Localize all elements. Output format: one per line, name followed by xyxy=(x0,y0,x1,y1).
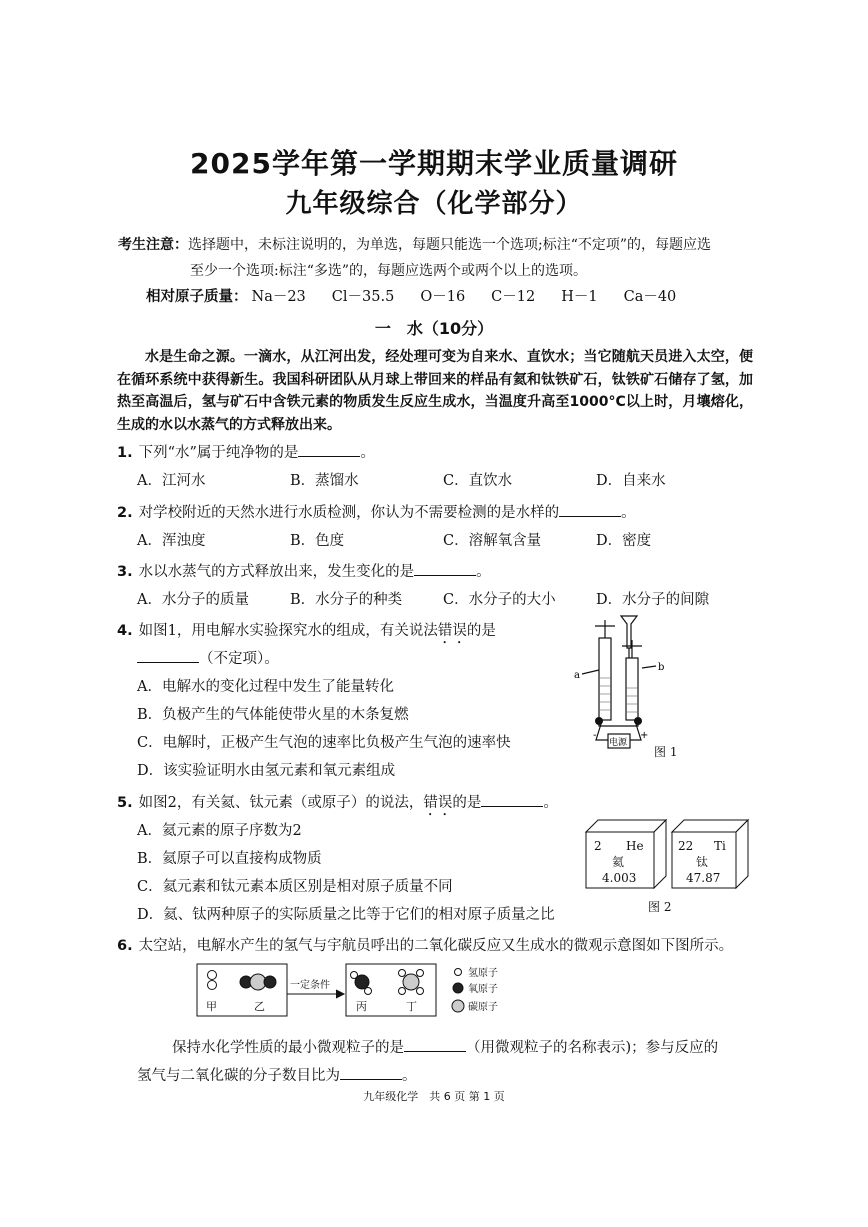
option-c[interactable]: C．电解时，正极产生气泡的速率比负极产生气泡的速率快 xyxy=(137,735,511,751)
ti-mass: 47.87 xyxy=(686,871,721,885)
option-b[interactable]: B．蒸馏水 xyxy=(290,473,359,489)
question-number: 3. xyxy=(117,564,133,580)
he-atomic-number: 2 xyxy=(594,839,602,853)
atomic-mass-item: O－16 xyxy=(420,289,466,305)
question-end: 。 xyxy=(621,505,636,521)
notice-label: 考生注意： xyxy=(118,237,188,253)
he-symbol: He xyxy=(626,839,644,853)
question-text: 水以水蒸气的方式释放出来，发生变化的是 xyxy=(138,564,415,580)
figure-1-electrolysis xyxy=(566,608,696,760)
option-b[interactable]: B．水分子的种类 xyxy=(290,592,403,608)
question-text: 保持水化学性质的最小微观粒子的是 xyxy=(172,1040,404,1056)
answer-blank[interactable] xyxy=(137,650,199,663)
question-1-options xyxy=(137,469,749,490)
section-title: 一 水（10分） xyxy=(374,319,494,338)
intro-paragraph: 水是生命之源。一滴水，从江河出发，经处理可变为自来水、直饮水；当它随航天员进入太空，便在循环系统中获得新生。我国科研团队从月球上带回来的样品有氦和钛铁矿石，钛铁矿石储存了氢，加热至高温后，氢与矿石中含铁元素的物质发生反应生成水，当温度升高至1000°C以上时，月壤熔化，生成的水以水蒸气的方式释放出来。 xyxy=(117,349,753,433)
option-b[interactable]: B．氦原子可以直接构成物质 xyxy=(137,851,322,867)
question-text: 如图2，有关氦、钛元素（或原子）的说法， xyxy=(138,795,424,811)
question-text-tail: 的是 xyxy=(452,795,482,811)
question-3-options xyxy=(137,588,749,609)
question-number: 1. xyxy=(117,445,133,461)
atomic-mass-row xyxy=(146,285,702,306)
question-end: 。 xyxy=(360,445,375,461)
ti-name: 钛 xyxy=(696,855,709,869)
emphasis-word: 错误 xyxy=(437,623,467,639)
question-number: 2. xyxy=(117,505,133,521)
emphasis-word: 错误 xyxy=(423,795,453,811)
label-bing: 丙 xyxy=(356,1000,367,1013)
figure-3-reaction-diagram xyxy=(196,960,526,1020)
question-6-part2 xyxy=(137,1064,417,1085)
question-text: （用微观粒子的名称表示)；参与反应的 xyxy=(466,1040,719,1056)
power-label: 电源 xyxy=(609,738,628,748)
question-text: 太空站，电解水产生的氢气与宇航员呼出的二氧化碳反应又生成水的微观示意图如下图所示。 xyxy=(138,938,734,954)
legend-carbon: 碳原子 xyxy=(468,1002,498,1013)
option-d[interactable]: D．该实验证明水由氢元素和氧元素组成 xyxy=(137,763,396,779)
question-end: 。 xyxy=(543,795,558,811)
legend-oxygen: 氧原子 xyxy=(468,984,498,995)
he-name: 氦 xyxy=(612,855,625,869)
atomic-mass-item: Ca－40 xyxy=(623,289,677,305)
notice-line2: 至少一个选项:标注“多选”的，每题应选两个或两个以上的选项。 xyxy=(190,263,588,279)
option-a[interactable]: A．江河水 xyxy=(137,473,206,489)
option-a[interactable]: A．电解水的变化过程中发生了能量转化 xyxy=(137,679,394,695)
option-c[interactable]: C．溶解氧含量 xyxy=(443,533,542,549)
question-text: 。 xyxy=(402,1068,417,1084)
option-d[interactable]: D．水分子的间隙 xyxy=(596,592,710,608)
option-b[interactable]: B．负极产生的气体能使带火星的木条复燃 xyxy=(137,707,409,723)
option-c[interactable]: C．氦元素和钛元素本质区别是相对原子质量不同 xyxy=(137,879,453,895)
question-3 xyxy=(117,560,491,581)
atomic-mass-label: 相对原子质量： xyxy=(146,289,248,305)
page-subtitle: 九年级综合（化学部分） xyxy=(285,189,583,219)
ti-symbol: Ti xyxy=(714,839,726,853)
ti-atomic-number: 22 xyxy=(678,839,694,853)
atomic-mass-item: H－1 xyxy=(561,289,598,305)
label-jia: 甲 xyxy=(206,1000,217,1013)
notice-line1: 选择题中，未标注说明的，为单选，每题只能选一个选项;标注“不定项”的，每题应选 xyxy=(188,237,712,253)
label-a: a xyxy=(574,670,580,681)
atomic-mass-item: Na－23 xyxy=(251,289,306,305)
answer-blank[interactable] xyxy=(340,1067,402,1080)
page-footer: 九年级化学 共 6 页 第 1 页 xyxy=(363,1090,505,1103)
question-end: 。 xyxy=(476,564,491,580)
legend-hydrogen: 氢原子 xyxy=(468,968,498,979)
exam-notice xyxy=(118,232,758,284)
answer-blank[interactable] xyxy=(414,563,476,576)
answer-blank[interactable] xyxy=(404,1039,466,1052)
question-text: 如图1，用电解水实验探究水的组成，有关说法 xyxy=(138,623,438,639)
answer-blank[interactable] xyxy=(559,504,621,517)
he-mass: 4.003 xyxy=(602,871,637,885)
question-1 xyxy=(117,441,375,462)
option-b[interactable]: B．色度 xyxy=(290,533,345,549)
question-text: 下列“水”属于纯净物的是 xyxy=(138,445,299,461)
label-ding: 丁 xyxy=(406,1000,417,1013)
question-6 xyxy=(117,934,733,955)
question-number: 6. xyxy=(117,938,133,954)
option-d[interactable]: D．自来水 xyxy=(596,473,666,489)
label-yi: 乙 xyxy=(254,1000,265,1013)
minus-sign: - xyxy=(593,730,597,741)
question-number: 4. xyxy=(117,623,133,639)
option-d[interactable]: D．氦、钛两种原子的实际质量之比等于它们的相对原子质量之比 xyxy=(137,907,555,923)
question-2-options xyxy=(137,529,749,550)
page-title: 2025学年第一学期期末学业质量调研 xyxy=(190,147,678,180)
question-text: 氢气与二氧化碳的分子数目比为 xyxy=(137,1068,340,1084)
reaction-condition: 一定条件 xyxy=(290,980,330,991)
question-4 xyxy=(117,619,496,647)
option-a[interactable]: A．水分子的质量 xyxy=(137,592,249,608)
label-b: b xyxy=(658,662,665,673)
answer-blank[interactable] xyxy=(298,444,360,457)
question-2 xyxy=(117,501,636,522)
question-number: 5. xyxy=(117,795,133,811)
figure-2-caption: 图 2 xyxy=(648,900,672,914)
option-c[interactable]: C．直饮水 xyxy=(443,473,513,489)
question-6-part1 xyxy=(172,1036,718,1057)
question-text-tail: 的是 xyxy=(466,623,496,639)
plus-sign: + xyxy=(640,730,649,741)
answer-blank[interactable] xyxy=(481,794,543,807)
figure-2-element-cells xyxy=(584,818,750,892)
option-c[interactable]: C．水分子的大小 xyxy=(443,592,556,608)
multi-select-note: （不定项）。 xyxy=(199,651,279,667)
atomic-mass-item: Cl－35.5 xyxy=(331,289,395,305)
option-d[interactable]: D．密度 xyxy=(596,533,652,549)
option-a[interactable]: A．氦元素的原子序数为2 xyxy=(137,823,302,839)
atomic-mass-item: C－12 xyxy=(491,289,536,305)
question-text: 对学校附近的天然水进行水质检测，你认为不需要检测的是水样的 xyxy=(138,505,560,521)
figure-1-caption: 图 1 xyxy=(654,745,678,759)
question-5 xyxy=(117,791,558,819)
option-a[interactable]: A．浑浊度 xyxy=(137,533,206,549)
question-4-line2 xyxy=(137,647,279,668)
